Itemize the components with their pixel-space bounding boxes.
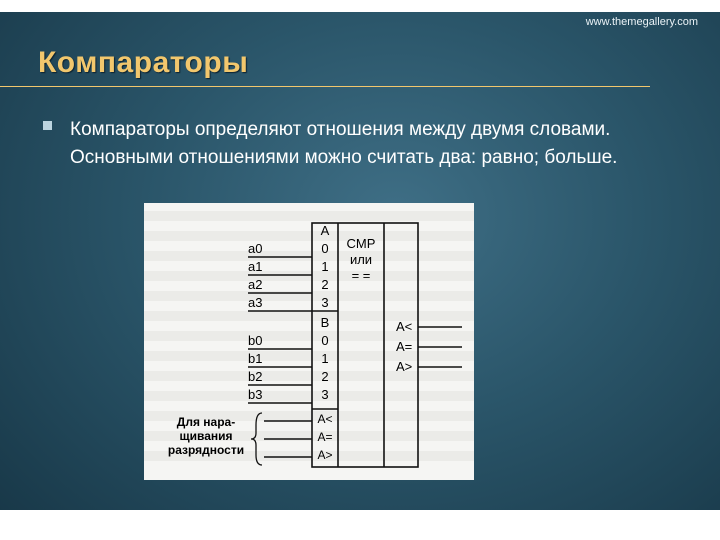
top-bar [0, 0, 720, 12]
input-a2-label: a2 [248, 277, 263, 292]
cascade-label-line3: разрядности [167, 443, 245, 457]
cascade-label-line2: щивания [179, 429, 233, 443]
input-a3-label: a3 [248, 295, 263, 310]
bullet-text: Компараторы определяют отношения между двумя словами. Основными отношениями можно считать два: равно; больше. [70, 119, 618, 168]
bottom-bar [0, 510, 720, 540]
port-a-label: A [320, 223, 330, 238]
port-a-bit-2: 2 [321, 277, 329, 292]
input-b2-label: b2 [248, 369, 263, 384]
port-b-bit-3: 3 [321, 387, 329, 402]
input-a1-label: a1 [248, 259, 263, 274]
slide-title: Компараторы [38, 46, 249, 79]
output-greater-label: A> [396, 359, 413, 374]
port-b-bit-0: 0 [321, 333, 329, 348]
cascade-in-greater: A> [317, 448, 333, 462]
output-less-label: A< [396, 319, 413, 334]
input-a0-label: a0 [248, 241, 263, 256]
website-url: www.themegallery.com [585, 16, 698, 28]
port-b-label: B [320, 315, 330, 330]
input-b0-label: b0 [248, 333, 263, 348]
cascade-in-equal: A= [317, 430, 333, 444]
comparator-schematic [144, 203, 474, 480]
port-a-bit-3: 3 [321, 295, 329, 310]
port-b-bit-2: 2 [321, 369, 329, 384]
cascade-in-less: A< [317, 412, 333, 426]
port-b-bit-1: 1 [321, 351, 329, 366]
title-underline [0, 86, 650, 87]
bullet-square-icon [43, 121, 52, 130]
cmp-title: CMP [346, 236, 376, 251]
comparator-diagram [144, 203, 474, 480]
input-b3-label: b3 [248, 387, 263, 402]
cmp-eq: = = [351, 268, 371, 283]
port-a-bit-1: 1 [321, 259, 329, 274]
output-equal-label: A= [396, 339, 413, 354]
cmp-or: или [349, 252, 373, 267]
cascade-label-line1: Для нара- [176, 415, 236, 429]
input-b1-label: b1 [248, 351, 263, 366]
port-a-bit-0: 0 [321, 241, 329, 256]
